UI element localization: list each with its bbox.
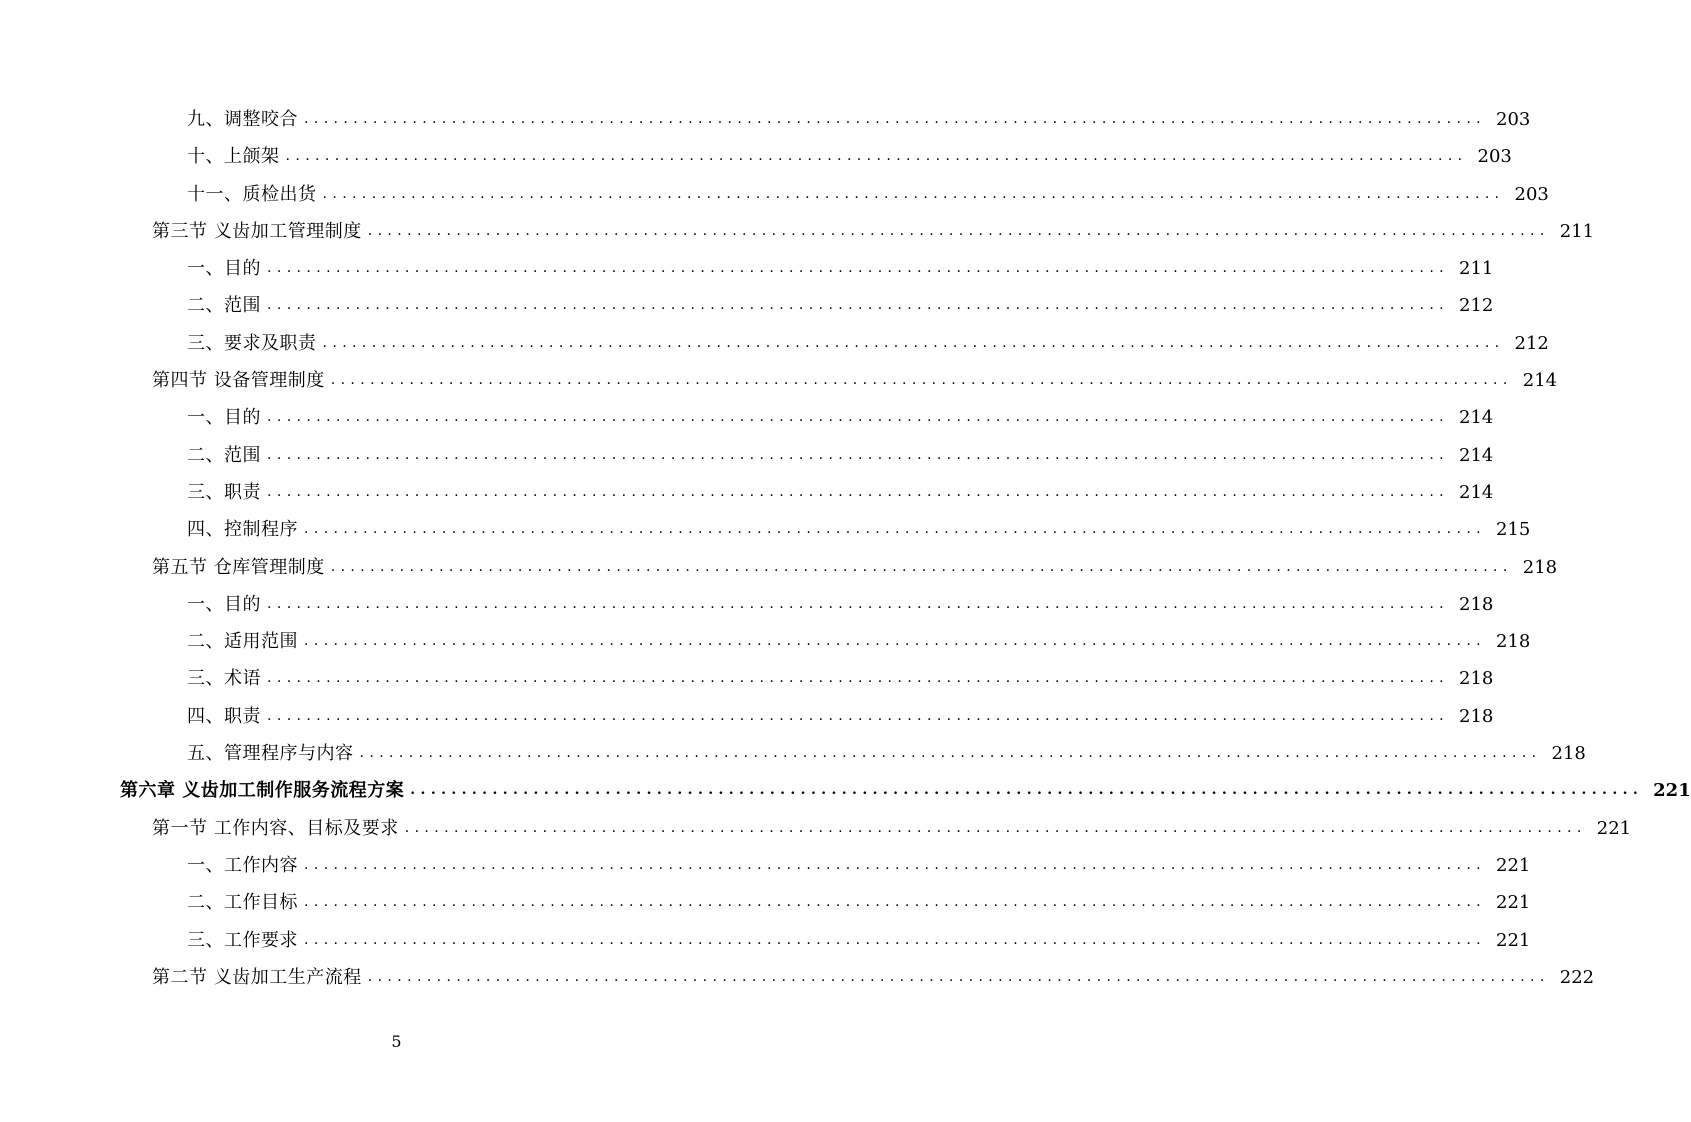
- toc-entry[interactable]: [0, 586, 1494, 623]
- toc-entry-title: 三、工作要求: [187, 929, 298, 951]
- toc-entry-page: 212: [1459, 295, 1494, 317]
- toc-dot-leader: ........................................................................................................................: [267, 483, 1450, 500]
- toc-entry-page: 214: [1459, 407, 1494, 429]
- toc-entry-page: 203: [1477, 146, 1512, 168]
- toc-entry-title: 一、目的: [187, 258, 261, 280]
- toc-entry-page: 221: [1596, 817, 1632, 839]
- toc-entry[interactable]: [0, 884, 1531, 921]
- toc-entry-title: 二、范围: [187, 295, 261, 317]
- toc-entry-title: 五、管理程序与内容: [187, 743, 354, 765]
- toc-entry[interactable]: [0, 176, 1549, 213]
- toc-entry-page: 212: [1514, 332, 1549, 354]
- toc-entry[interactable]: [0, 325, 1549, 362]
- toc-entry[interactable]: [0, 959, 1595, 996]
- toc-entry[interactable]: [0, 549, 1558, 586]
- toc-entry-title: 九、调整咬合: [187, 109, 298, 130]
- toc-dot-leader: ........................................................................................................................: [359, 745, 1542, 762]
- toc-dot-leader: ........................................................................................................................: [267, 707, 1450, 724]
- toc-entry-title: 四、职责: [187, 705, 261, 727]
- toc-entry-page: 218: [1522, 556, 1558, 578]
- toc-entry[interactable]: [0, 735, 1586, 772]
- toc-entry-page: 218: [1459, 668, 1494, 690]
- toc-dot-leader: ........................................................................................................................: [304, 931, 1487, 948]
- toc-entry-title: 第二节 义齿加工生产流程: [152, 966, 362, 988]
- toc-entry[interactable]: [0, 213, 1595, 250]
- toc-dot-leader: ........................................................................................................................: [267, 446, 1450, 463]
- toc-entry-title: 三、职责: [187, 481, 261, 503]
- toc-entry[interactable]: [0, 138, 1512, 175]
- table-of-contents: [0, 101, 1691, 996]
- toc-dot-leader: ........................................................................................................................: [304, 633, 1487, 650]
- toc-entry-page: 218: [1459, 593, 1494, 615]
- toc-entry-page: 203: [1514, 183, 1549, 205]
- toc-dot-leader: ........................................................................................................................: [304, 894, 1487, 911]
- toc-dot-leader: ........................................................................................................................: [410, 782, 1644, 799]
- toc-entry[interactable]: [0, 847, 1531, 884]
- page-number: 5: [391, 1032, 402, 1051]
- toc-entry[interactable]: [0, 399, 1494, 436]
- toc-entry-title: 十一、质检出货: [187, 183, 317, 205]
- toc-entry-title: 第一节 工作内容、目标及要求: [152, 817, 399, 839]
- toc-entry-title: 二、范围: [187, 444, 261, 466]
- toc-dot-leader: ........................................................................................................................: [330, 558, 1513, 575]
- toc-entry-page: 222: [1559, 966, 1595, 988]
- toc-entry-page: 211: [1459, 258, 1494, 280]
- toc-entry[interactable]: [0, 922, 1531, 959]
- toc-entry-title: 十、上颌架: [187, 146, 280, 168]
- toc-dot-leader: ........................................................................................................................: [267, 260, 1450, 277]
- toc-entry[interactable]: [0, 287, 1494, 324]
- toc-entry-title: 第四节 设备管理制度: [152, 370, 325, 392]
- toc-dot-leader: ........................................................................................................................: [367, 968, 1550, 985]
- toc-entry-title: 一、目的: [187, 593, 261, 615]
- toc-entry[interactable]: [0, 101, 1531, 138]
- toc-entry[interactable]: [0, 511, 1531, 548]
- toc-entry-page: 221: [1496, 892, 1531, 914]
- toc-entry-title: 三、术语: [187, 668, 261, 690]
- toc-dot-leader: ........................................................................................................................: [285, 148, 1468, 165]
- toc-entry-title: 一、工作内容: [187, 854, 298, 876]
- toc-entry[interactable]: [0, 250, 1494, 287]
- toc-entry-page: 203: [1496, 109, 1531, 130]
- toc-entry-title: 一、目的: [187, 407, 261, 429]
- toc-dot-leader: ........................................................................................................................: [322, 185, 1505, 202]
- toc-entry[interactable]: [0, 660, 1494, 697]
- toc-entry-title: 第三节 义齿加工管理制度: [152, 220, 362, 242]
- toc-entry[interactable]: [0, 362, 1558, 399]
- toc-entry-page: 218: [1459, 705, 1494, 727]
- toc-dot-leader: ........................................................................................................................: [304, 856, 1487, 873]
- toc-dot-leader: ........................................................................................................................: [267, 670, 1450, 687]
- toc-dot-leader: ........................................................................................................................: [304, 111, 1487, 127]
- toc-dot-leader: ........................................................................................................................: [404, 819, 1587, 836]
- toc-dot-leader: ........................................................................................................................: [330, 372, 1513, 389]
- toc-dot-leader: ........................................................................................................................: [367, 222, 1550, 239]
- toc-dot-leader: ........................................................................................................................: [322, 334, 1505, 351]
- toc-entry-page: 221: [1653, 780, 1691, 802]
- toc-entry-page: 214: [1459, 444, 1494, 466]
- toc-entry-page: 215: [1496, 519, 1531, 541]
- toc-entry[interactable]: [0, 437, 1494, 474]
- toc-entry-page: 214: [1459, 481, 1494, 503]
- toc-entry-title: 三、要求及职责: [187, 332, 317, 354]
- toc-dot-leader: ........................................................................................................................: [267, 595, 1450, 612]
- toc-entry-page: 221: [1496, 854, 1531, 876]
- toc-entry[interactable]: [0, 623, 1531, 660]
- toc-entry[interactable]: [0, 474, 1494, 511]
- toc-entry-title: 第五节 仓库管理制度: [152, 556, 325, 578]
- toc-entry-title: 第六章 义齿加工制作服务流程方案: [120, 780, 405, 802]
- toc-entry-page: 221: [1496, 929, 1531, 951]
- toc-dot-leader: ........................................................................................................................: [304, 521, 1487, 538]
- toc-entry-title: 四、控制程序: [187, 519, 298, 541]
- toc-entry-page: 211: [1559, 220, 1595, 242]
- toc-entry-page: 218: [1551, 743, 1586, 765]
- toc-entry[interactable]: [0, 772, 1691, 809]
- toc-entry[interactable]: [0, 810, 1632, 847]
- toc-entry-title: 二、工作目标: [187, 892, 298, 914]
- toc-entry-title: 二、适用范围: [187, 631, 298, 653]
- toc-entry[interactable]: [0, 698, 1494, 735]
- toc-dot-leader: ........................................................................................................................: [267, 409, 1450, 426]
- toc-entry-page: 218: [1496, 631, 1531, 653]
- toc-dot-leader: ........................................................................................................................: [267, 297, 1450, 314]
- toc-entry-page: 214: [1522, 370, 1558, 392]
